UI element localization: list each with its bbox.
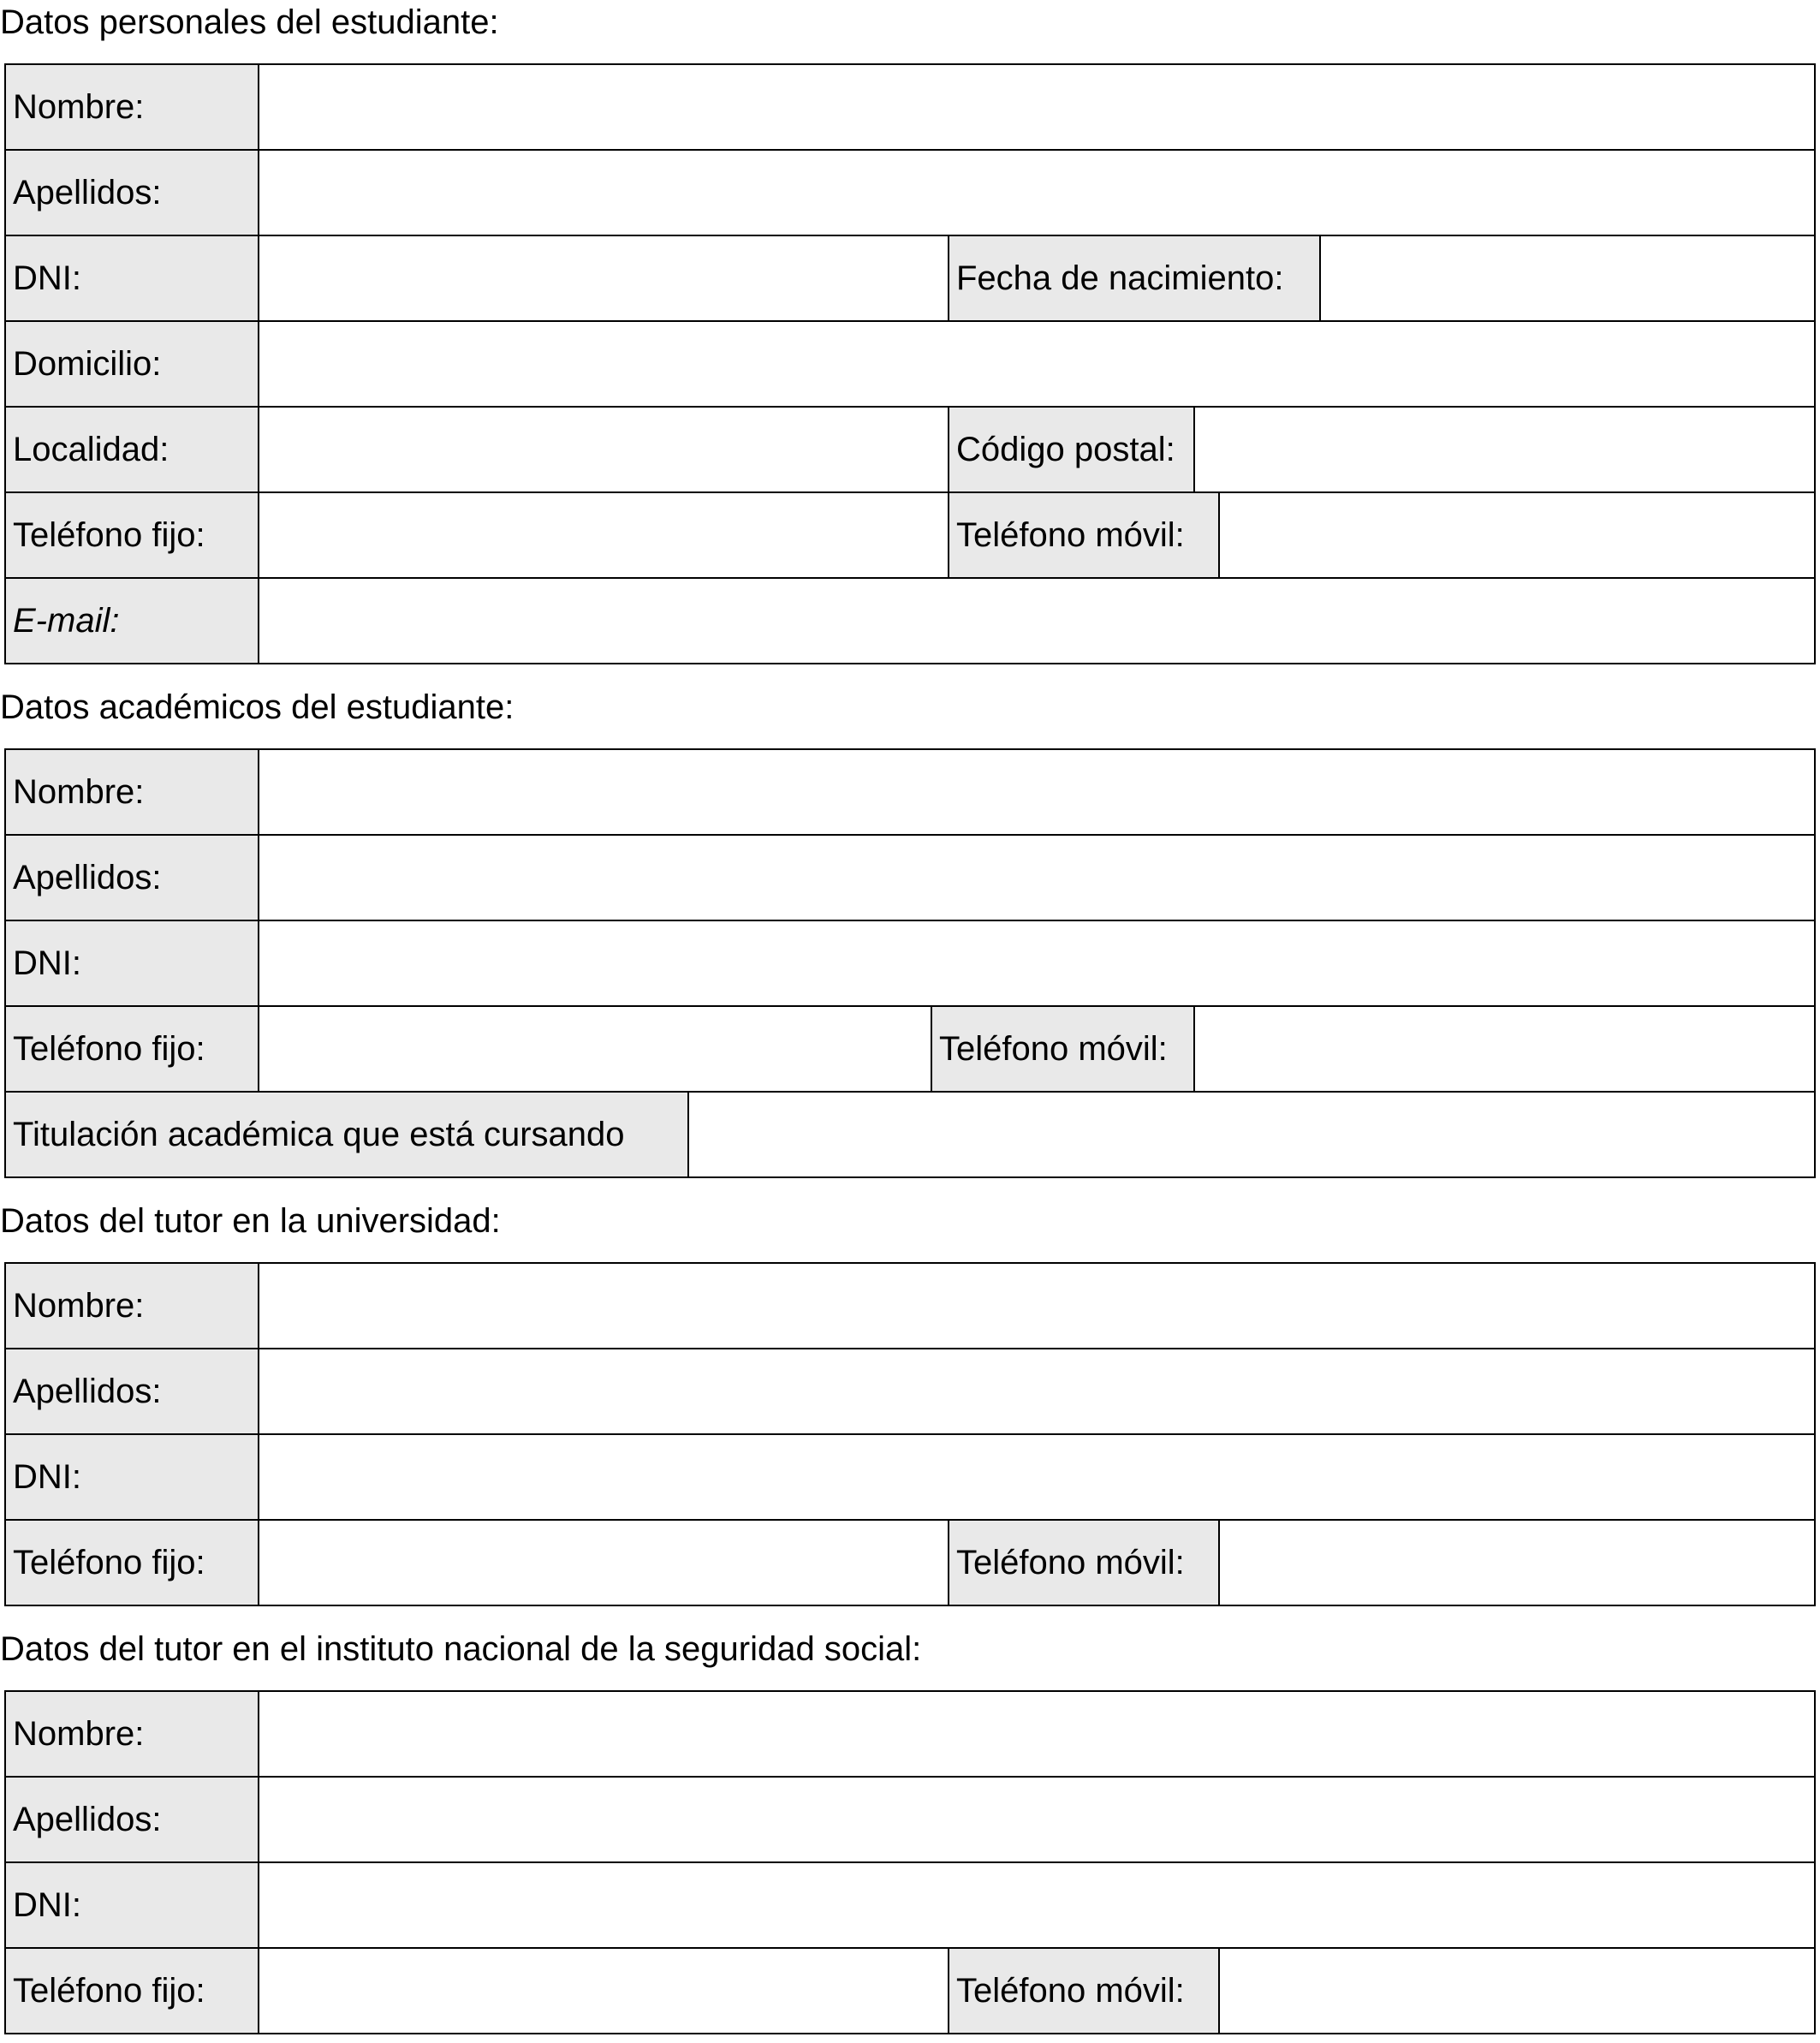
row-nombre	[6, 1692, 1814, 1776]
input-apellidos[interactable]	[258, 151, 1814, 235]
section-title-tutor-universidad: Datos del tutor en la universidad:	[0, 1202, 501, 1240]
label-telefono-movil: Teléfono móvil:	[948, 493, 1218, 577]
form-tutor-universidad	[4, 1262, 1816, 1606]
form-tutor-inss	[4, 1690, 1816, 2034]
label-fecha-nacimiento: Fecha de nacimiento:	[948, 236, 1319, 320]
row-nombre	[6, 65, 1814, 149]
input-nombre[interactable]	[258, 750, 1814, 834]
section-title-tutor-inss: Datos del tutor en el instituto nacional de la seguridad social:	[0, 1630, 922, 1668]
label-dni: DNI:	[6, 1863, 258, 1947]
row-email	[6, 577, 1814, 663]
label-dni: DNI:	[6, 921, 258, 1005]
row-domicilio	[6, 320, 1814, 406]
input-apellidos[interactable]	[258, 1778, 1814, 1861]
row-apellidos	[6, 1348, 1814, 1433]
input-telefono-movil[interactable]	[1193, 1007, 1814, 1091]
row-telefonos	[6, 1947, 1814, 2033]
label-nombre: Nombre:	[6, 1264, 258, 1348]
input-dni[interactable]	[258, 236, 948, 320]
label-telefono-fijo: Teléfono fijo:	[6, 493, 258, 577]
label-telefono-fijo: Teléfono fijo:	[6, 1521, 258, 1605]
input-telefono-fijo[interactable]	[258, 1007, 931, 1091]
label-apellidos: Apellidos:	[6, 151, 258, 235]
row-apellidos	[6, 1776, 1814, 1861]
section-title-academic: Datos académicos del estudiante:	[0, 688, 514, 726]
row-titulacion	[6, 1091, 1814, 1176]
label-telefono-movil: Teléfono móvil:	[948, 1521, 1218, 1605]
label-dni: DNI:	[6, 236, 258, 320]
row-localidad-cp	[6, 406, 1814, 491]
label-email: E-mail:	[6, 579, 258, 663]
form-academic	[4, 748, 1816, 1178]
section-title-personal: Datos personales del estudiante:	[0, 3, 499, 41]
input-telefono-movil[interactable]	[1218, 493, 1814, 577]
row-dni-fecha	[6, 235, 1814, 320]
input-dni[interactable]	[258, 1863, 1814, 1947]
row-telefonos	[6, 1519, 1814, 1605]
label-titulacion: Titulación académica que está cursando	[6, 1093, 687, 1176]
label-nombre: Nombre:	[6, 1692, 258, 1776]
label-domicilio: Domicilio:	[6, 322, 258, 406]
form-personal	[4, 63, 1816, 664]
row-apellidos	[6, 834, 1814, 920]
label-telefono-movil: Teléfono móvil:	[948, 1949, 1218, 2033]
input-dni[interactable]	[258, 1435, 1814, 1519]
label-apellidos: Apellidos:	[6, 836, 258, 920]
row-dni	[6, 1433, 1814, 1519]
input-telefono-fijo[interactable]	[258, 1949, 948, 2033]
label-apellidos: Apellidos:	[6, 1349, 258, 1433]
label-telefono-movil: Teléfono móvil:	[931, 1007, 1193, 1091]
label-telefono-fijo: Teléfono fijo:	[6, 1949, 258, 2033]
input-codigo-postal[interactable]	[1193, 408, 1814, 491]
input-nombre[interactable]	[258, 1692, 1814, 1776]
input-telefono-movil[interactable]	[1218, 1521, 1814, 1605]
input-titulacion[interactable]	[687, 1093, 1814, 1176]
input-apellidos[interactable]	[258, 1349, 1814, 1433]
input-telefono-movil[interactable]	[1218, 1949, 1814, 2033]
row-telefonos	[6, 491, 1814, 577]
label-localidad: Localidad:	[6, 408, 258, 491]
label-nombre: Nombre:	[6, 65, 258, 149]
input-domicilio[interactable]	[258, 322, 1814, 406]
input-email[interactable]	[258, 579, 1814, 663]
input-telefono-fijo[interactable]	[258, 1521, 948, 1605]
row-telefonos	[6, 1005, 1814, 1091]
row-nombre	[6, 750, 1814, 834]
input-nombre[interactable]	[258, 1264, 1814, 1348]
row-apellidos	[6, 149, 1814, 235]
row-dni	[6, 920, 1814, 1005]
input-fecha-nacimiento[interactable]	[1319, 236, 1814, 320]
input-nombre[interactable]	[258, 65, 1814, 149]
input-apellidos[interactable]	[258, 836, 1814, 920]
label-dni: DNI:	[6, 1435, 258, 1519]
label-nombre: Nombre:	[6, 750, 258, 834]
label-apellidos: Apellidos:	[6, 1778, 258, 1861]
input-localidad[interactable]	[258, 408, 948, 491]
row-dni	[6, 1861, 1814, 1947]
input-dni[interactable]	[258, 921, 1814, 1005]
input-telefono-fijo[interactable]	[258, 493, 948, 577]
label-telefono-fijo: Teléfono fijo:	[6, 1007, 258, 1091]
label-codigo-postal: Código postal:	[948, 408, 1193, 491]
row-nombre	[6, 1264, 1814, 1348]
